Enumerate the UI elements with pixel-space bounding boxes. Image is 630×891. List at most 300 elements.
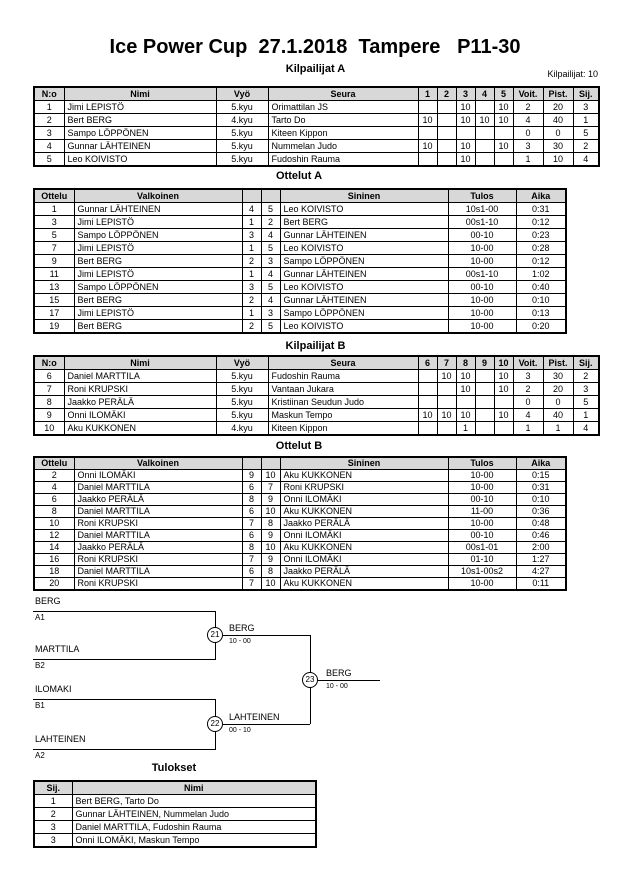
cell-place: 4 xyxy=(573,422,599,436)
column-header: Sininen xyxy=(280,457,448,470)
cell-result: 10s1-00s2 xyxy=(448,566,516,578)
cell-place: 1 xyxy=(573,409,599,422)
cell-match: 15 xyxy=(34,294,74,307)
cell-c2 xyxy=(437,101,456,114)
cell-c10: 10 xyxy=(494,383,513,396)
cell-blue: Leo KOIVISTO xyxy=(280,203,448,216)
cell-c5: 10 xyxy=(494,101,513,114)
cell-place: 5 xyxy=(573,127,599,140)
cell-bno: 10 xyxy=(261,578,280,591)
cell-c7: 10 xyxy=(437,409,456,422)
cell-wno: 6 xyxy=(242,506,261,518)
table-row xyxy=(34,370,599,383)
cell-white: Roni KRUPSKI xyxy=(74,518,242,530)
cell-result: 00s1-01 xyxy=(448,542,516,554)
column-header: Nimi xyxy=(72,781,316,795)
bracket-semi1-score: 10 - 00 xyxy=(229,638,251,645)
cell-result: 10-00 xyxy=(448,242,516,255)
table-row xyxy=(34,383,599,396)
cell-bno: 10 xyxy=(261,470,280,482)
cell-result: 01-10 xyxy=(448,554,516,566)
column-header xyxy=(261,189,280,203)
cell-time: 0:12 xyxy=(516,255,566,268)
column-header: Voit. xyxy=(513,356,543,370)
cell-place: 2 xyxy=(573,140,599,153)
cell-club: Kiteen Kippon xyxy=(268,127,418,140)
cell-bno: 4 xyxy=(261,229,280,242)
cell-wno: 1 xyxy=(242,307,261,320)
column-header: Vyö xyxy=(216,356,268,370)
table-row xyxy=(34,101,599,114)
table-row xyxy=(34,566,566,578)
results-table xyxy=(33,780,317,848)
bracket-semi1-bottom-name: MARTTILA xyxy=(35,644,80,654)
cell-club: Orimattilan JS xyxy=(268,101,418,114)
cell-white: Bert BERG xyxy=(74,294,242,307)
cell-white: Jimi LEPISTÖ xyxy=(74,307,242,320)
cell-c8: 10 xyxy=(456,383,475,396)
cell-wins: 0 xyxy=(513,396,543,409)
cell-white: Roni KRUPSKI xyxy=(74,554,242,566)
cell-white: Daniel MARTTILA xyxy=(74,530,242,542)
cell-club: Kiteen Kippon xyxy=(268,422,418,436)
cell-time: 0:11 xyxy=(516,578,566,591)
cell-bno: 3 xyxy=(261,255,280,268)
column-header: Seura xyxy=(268,87,418,101)
bracket-winner-line xyxy=(318,680,380,681)
cell-wins: 4 xyxy=(513,114,543,127)
cell-match: 11 xyxy=(34,268,74,281)
cell-club: Tarto Do xyxy=(268,114,418,127)
cell-name: Daniel MARTTILA, Fudoshin Rauma xyxy=(72,821,316,834)
cell-bno: 4 xyxy=(261,268,280,281)
cell-bno: 4 xyxy=(261,294,280,307)
table-row xyxy=(34,268,566,281)
column-header xyxy=(242,457,261,470)
cell-c9 xyxy=(475,409,494,422)
cell-c4 xyxy=(475,101,494,114)
cell-wno: 2 xyxy=(242,294,261,307)
table-row xyxy=(34,203,566,216)
cell-points: 20 xyxy=(543,383,573,396)
table-row xyxy=(34,114,599,127)
cell-bno: 10 xyxy=(261,542,280,554)
column-header: Pist. xyxy=(543,87,573,101)
cell-no: 4 xyxy=(34,140,64,153)
cell-c5 xyxy=(494,127,513,140)
cell-c1 xyxy=(418,101,437,114)
cell-blue: Gunnar LÄHTEINEN xyxy=(280,294,448,307)
cell-wno: 6 xyxy=(242,482,261,494)
column-header: Aika xyxy=(516,457,566,470)
cell-wno: 4 xyxy=(242,203,261,216)
cell-wno: 8 xyxy=(242,542,261,554)
cell-c10 xyxy=(494,396,513,409)
cell-match: 18 xyxy=(34,566,74,578)
cell-c1: 10 xyxy=(418,140,437,153)
table-row xyxy=(34,834,316,848)
cell-blue: Jaakko PERÄLÄ xyxy=(280,518,448,530)
cell-c4: 10 xyxy=(475,114,494,127)
cell-blue: Bert BERG xyxy=(280,216,448,229)
cell-time: 0:31 xyxy=(516,203,566,216)
cell-blue: Onni ILOMÄKI xyxy=(280,530,448,542)
bracket-winner-line xyxy=(223,635,310,636)
table-row xyxy=(34,409,599,422)
bracket-winner-line xyxy=(223,724,310,725)
cell-no: 1 xyxy=(34,101,64,114)
cell-c3: 10 xyxy=(456,114,475,127)
cell-c7 xyxy=(437,383,456,396)
cell-blue: Leo KOIVISTO xyxy=(280,281,448,294)
cell-wno: 1 xyxy=(242,268,261,281)
table-row xyxy=(34,578,566,591)
cell-result: 10-00 xyxy=(448,578,516,591)
cell-c5: 10 xyxy=(494,140,513,153)
cell-no: 5 xyxy=(34,153,64,167)
cell-match: 7 xyxy=(34,242,74,255)
cell-no: 7 xyxy=(34,383,64,396)
column-header: Ottelu xyxy=(34,189,74,203)
cell-blue: Aku KUKKONEN xyxy=(280,542,448,554)
cell-result: 00-10 xyxy=(448,530,516,542)
cell-wins: 0 xyxy=(513,127,543,140)
table-row xyxy=(34,281,566,294)
table-row xyxy=(34,242,566,255)
cell-belt: 5.kyu xyxy=(216,409,268,422)
cell-points: 0 xyxy=(543,127,573,140)
table-row xyxy=(34,320,566,334)
header-row xyxy=(34,356,599,370)
cell-c4 xyxy=(475,153,494,167)
cell-match: 12 xyxy=(34,530,74,542)
column-header: 9 xyxy=(475,356,494,370)
cell-name: Onni ILOMÄKI, Maskun Tempo xyxy=(72,834,316,848)
cell-result: 10-00 xyxy=(448,482,516,494)
cell-wins: 1 xyxy=(513,153,543,167)
cell-white: Jimi LEPISTÖ xyxy=(74,242,242,255)
cell-bno: 5 xyxy=(261,242,280,255)
cell-match: 1 xyxy=(34,203,74,216)
cell-place: 4 xyxy=(573,153,599,167)
cell-club: Maskun Tempo xyxy=(268,409,418,422)
cell-club: Vantaan Jukara xyxy=(268,383,418,396)
cell-c4 xyxy=(475,140,494,153)
cell-name: Bert BERG xyxy=(64,114,216,127)
cell-time: 0:46 xyxy=(516,530,566,542)
cell-place: 1 xyxy=(34,795,72,808)
cell-wins: 2 xyxy=(513,383,543,396)
cell-c9 xyxy=(475,396,494,409)
cell-blue: Gunnar LÄHTEINEN xyxy=(280,229,448,242)
cell-wins: 1 xyxy=(513,422,543,436)
column-header: 10 xyxy=(494,356,513,370)
cell-time: 0:10 xyxy=(516,294,566,307)
cell-belt: 5.kyu xyxy=(216,140,268,153)
cell-bno: 5 xyxy=(261,281,280,294)
cell-wno: 1 xyxy=(242,242,261,255)
cell-blue: Sampo LÖPPÖNEN xyxy=(280,307,448,320)
cell-bno: 9 xyxy=(261,530,280,542)
cell-c6 xyxy=(418,370,437,383)
table-row xyxy=(34,140,599,153)
header-row xyxy=(34,189,566,203)
bracket-semi2-winner: LAHTEINEN xyxy=(229,712,280,722)
cell-c6: 10 xyxy=(418,409,437,422)
table-row xyxy=(34,795,316,808)
column-header: N:o xyxy=(34,356,64,370)
cell-name: Jaakko PERÄLÄ xyxy=(64,396,216,409)
bracket-semi2-score: 00 - 10 xyxy=(229,727,251,734)
cell-name: Jimi LEPISTÖ xyxy=(64,101,216,114)
cell-c10: 10 xyxy=(494,370,513,383)
table-row xyxy=(34,494,566,506)
column-header: 4 xyxy=(475,87,494,101)
cell-result: 10-00 xyxy=(448,320,516,334)
cell-points: 30 xyxy=(543,140,573,153)
column-header: 6 xyxy=(418,356,437,370)
cell-wno: 2 xyxy=(242,320,261,334)
cell-c7 xyxy=(437,422,456,436)
cell-wins: 2 xyxy=(513,101,543,114)
cell-white: Gunnar LÄHTEINEN xyxy=(74,203,242,216)
matches-a-table xyxy=(33,188,567,334)
column-header: 1 xyxy=(418,87,437,101)
cell-blue: Gunnar LÄHTEINEN xyxy=(280,268,448,281)
cell-white: Onni ILOMÄKI xyxy=(74,470,242,482)
pool-b-heading: Kilpailijat B xyxy=(285,340,346,352)
cell-name: Leo KOIVISTO xyxy=(64,153,216,167)
cell-place: 5 xyxy=(573,396,599,409)
cell-match: 13 xyxy=(34,281,74,294)
cell-no: 2 xyxy=(34,114,64,127)
cell-match: 17 xyxy=(34,307,74,320)
cell-c3: 10 xyxy=(456,101,475,114)
cell-white: Daniel MARTTILA xyxy=(74,566,242,578)
cell-time: 0:13 xyxy=(516,307,566,320)
bracket-final-winner: BERG xyxy=(326,668,352,678)
cell-result: 00-10 xyxy=(448,494,516,506)
cell-match: 9 xyxy=(34,255,74,268)
cell-belt: 5.kyu xyxy=(216,101,268,114)
cell-no: 9 xyxy=(34,409,64,422)
cell-wins: 3 xyxy=(513,370,543,383)
cell-belt: 5.kyu xyxy=(216,153,268,167)
matches-b-table xyxy=(33,456,567,591)
cell-wno: 6 xyxy=(242,566,261,578)
cell-wins: 4 xyxy=(513,409,543,422)
cell-belt: 5.kyu xyxy=(216,383,268,396)
column-header xyxy=(261,457,280,470)
cell-points: 0 xyxy=(543,396,573,409)
cell-no: 10 xyxy=(34,422,64,436)
cell-time: 0:15 xyxy=(516,470,566,482)
cell-points: 30 xyxy=(543,370,573,383)
cell-blue: Jaakko PERÄLÄ xyxy=(280,566,448,578)
header-row xyxy=(34,87,599,101)
table-row xyxy=(34,229,566,242)
cell-c8: 10 xyxy=(456,370,475,383)
cell-blue: Leo KOIVISTO xyxy=(280,242,448,255)
cell-match: 3 xyxy=(34,216,74,229)
cell-place: 2 xyxy=(34,808,72,821)
cell-bno: 9 xyxy=(261,554,280,566)
cell-bno: 8 xyxy=(261,518,280,530)
cell-time: 0:40 xyxy=(516,281,566,294)
cell-c6 xyxy=(418,422,437,436)
cell-result: 00-10 xyxy=(448,281,516,294)
table-row xyxy=(34,542,566,554)
cell-place: 1 xyxy=(573,114,599,127)
table-row xyxy=(34,127,599,140)
cell-white: Jimi LEPISTÖ xyxy=(74,216,242,229)
cell-place: 3 xyxy=(573,101,599,114)
match-circle-21: 21 xyxy=(207,627,223,643)
cell-time: 0:31 xyxy=(516,482,566,494)
cell-match: 19 xyxy=(34,320,74,334)
header-row xyxy=(34,781,316,795)
cell-result: 10-00 xyxy=(448,294,516,307)
bracket-semi1-winner: BERG xyxy=(229,623,255,633)
column-header: Sij. xyxy=(34,781,72,795)
column-header: Valkoinen xyxy=(74,457,242,470)
cell-c1: 10 xyxy=(418,114,437,127)
table-row xyxy=(34,506,566,518)
cell-club: Nummelan Judo xyxy=(268,140,418,153)
pool-b-table xyxy=(33,355,600,436)
cell-c7: 10 xyxy=(437,370,456,383)
column-header: Aika xyxy=(516,189,566,203)
cell-match: 8 xyxy=(34,506,74,518)
cell-bno: 9 xyxy=(261,494,280,506)
column-header: 5 xyxy=(494,87,513,101)
cell-c4 xyxy=(475,127,494,140)
cell-result: 00s1-10 xyxy=(448,216,516,229)
column-header: Nimi xyxy=(64,87,216,101)
cell-time: 0:36 xyxy=(516,506,566,518)
cell-wno: 9 xyxy=(242,470,261,482)
cell-match: 14 xyxy=(34,542,74,554)
cell-wno: 8 xyxy=(242,494,261,506)
cell-no: 3 xyxy=(34,127,64,140)
pool-a-table xyxy=(33,86,600,167)
bracket-semi1-top-name: BERG xyxy=(35,596,61,606)
cell-match: 10 xyxy=(34,518,74,530)
bracket-line xyxy=(33,699,216,700)
cell-c6 xyxy=(418,383,437,396)
table-row xyxy=(34,530,566,542)
column-header: Seura xyxy=(268,356,418,370)
cell-name: Onni ILOMÄKI xyxy=(64,409,216,422)
table-row xyxy=(34,422,599,436)
cell-match: 16 xyxy=(34,554,74,566)
header-row xyxy=(34,457,566,470)
cell-c9 xyxy=(475,370,494,383)
column-header: Voit. xyxy=(513,87,543,101)
cell-place: 2 xyxy=(573,370,599,383)
cell-place: 3 xyxy=(34,834,72,848)
cell-club: Fudoshin Rauma xyxy=(268,370,418,383)
cell-c2 xyxy=(437,114,456,127)
cell-bno: 5 xyxy=(261,203,280,216)
column-header: Tulos xyxy=(448,189,516,203)
cell-place: 3 xyxy=(573,383,599,396)
cell-no: 8 xyxy=(34,396,64,409)
bracket-line xyxy=(33,611,216,612)
cell-points: 20 xyxy=(543,101,573,114)
cell-belt: 5.kyu xyxy=(216,127,268,140)
cell-white: Sampo LÖPPÖNEN xyxy=(74,229,242,242)
cell-c2 xyxy=(437,153,456,167)
match-circle-22: 22 xyxy=(207,716,223,732)
cell-name: Gunnar LÄHTEINEN, Nummelan Judo xyxy=(72,808,316,821)
cell-belt: 5.kyu xyxy=(216,396,268,409)
cell-points: 10 xyxy=(543,153,573,167)
cell-no: 6 xyxy=(34,370,64,383)
cell-white: Roni KRUPSKI xyxy=(74,578,242,591)
bracket-semi2-top-seed: B1 xyxy=(35,701,45,710)
cell-result: 10-00 xyxy=(448,255,516,268)
cell-time: 0:12 xyxy=(516,216,566,229)
table-row xyxy=(34,294,566,307)
cell-white: Bert BERG xyxy=(74,255,242,268)
cell-white: Bert BERG xyxy=(74,320,242,334)
cell-name: Daniel MARTTILA xyxy=(64,370,216,383)
cell-name: Bert BERG, Tarto Do xyxy=(72,795,316,808)
cell-c1 xyxy=(418,153,437,167)
cell-time: 0:10 xyxy=(516,494,566,506)
cell-match: 2 xyxy=(34,470,74,482)
table-row xyxy=(34,255,566,268)
cell-c8: 10 xyxy=(456,409,475,422)
cell-time: 4:27 xyxy=(516,566,566,578)
cell-time: 0:20 xyxy=(516,320,566,334)
cell-c2 xyxy=(437,140,456,153)
cell-place: 3 xyxy=(34,821,72,834)
cell-c3: 10 xyxy=(456,153,475,167)
table-row xyxy=(34,554,566,566)
column-header: Sij. xyxy=(573,87,599,101)
column-header: 3 xyxy=(456,87,475,101)
cell-result: 10s1-00 xyxy=(448,203,516,216)
cell-time: 2:00 xyxy=(516,542,566,554)
cell-match: 20 xyxy=(34,578,74,591)
cell-points: 1 xyxy=(543,422,573,436)
cell-wno: 2 xyxy=(242,255,261,268)
cell-club: Fudoshin Rauma xyxy=(268,153,418,167)
bracket-semi1-bottom-seed: B2 xyxy=(35,661,45,670)
cell-c3 xyxy=(456,127,475,140)
cell-c9 xyxy=(475,422,494,436)
cell-time: 0:28 xyxy=(516,242,566,255)
cell-wno: 6 xyxy=(242,530,261,542)
cell-name: Gunnar LÄHTEINEN xyxy=(64,140,216,153)
column-header: Sij. xyxy=(573,356,599,370)
matches-b-heading: Ottelut B xyxy=(275,440,323,452)
column-header: Tulos xyxy=(448,457,516,470)
cell-white: Jimi LEPISTÖ xyxy=(74,268,242,281)
cell-belt: 4.kyu xyxy=(216,114,268,127)
column-header: Nimi xyxy=(64,356,216,370)
cell-white: Jaakko PERÄLÄ xyxy=(74,494,242,506)
cell-blue: Leo KOIVISTO xyxy=(280,320,448,334)
cell-wno: 7 xyxy=(242,554,261,566)
cell-points: 40 xyxy=(543,114,573,127)
cell-match: 5 xyxy=(34,229,74,242)
match-circle-23: 23 xyxy=(302,672,318,688)
table-row xyxy=(34,216,566,229)
cell-time: 1:27 xyxy=(516,554,566,566)
